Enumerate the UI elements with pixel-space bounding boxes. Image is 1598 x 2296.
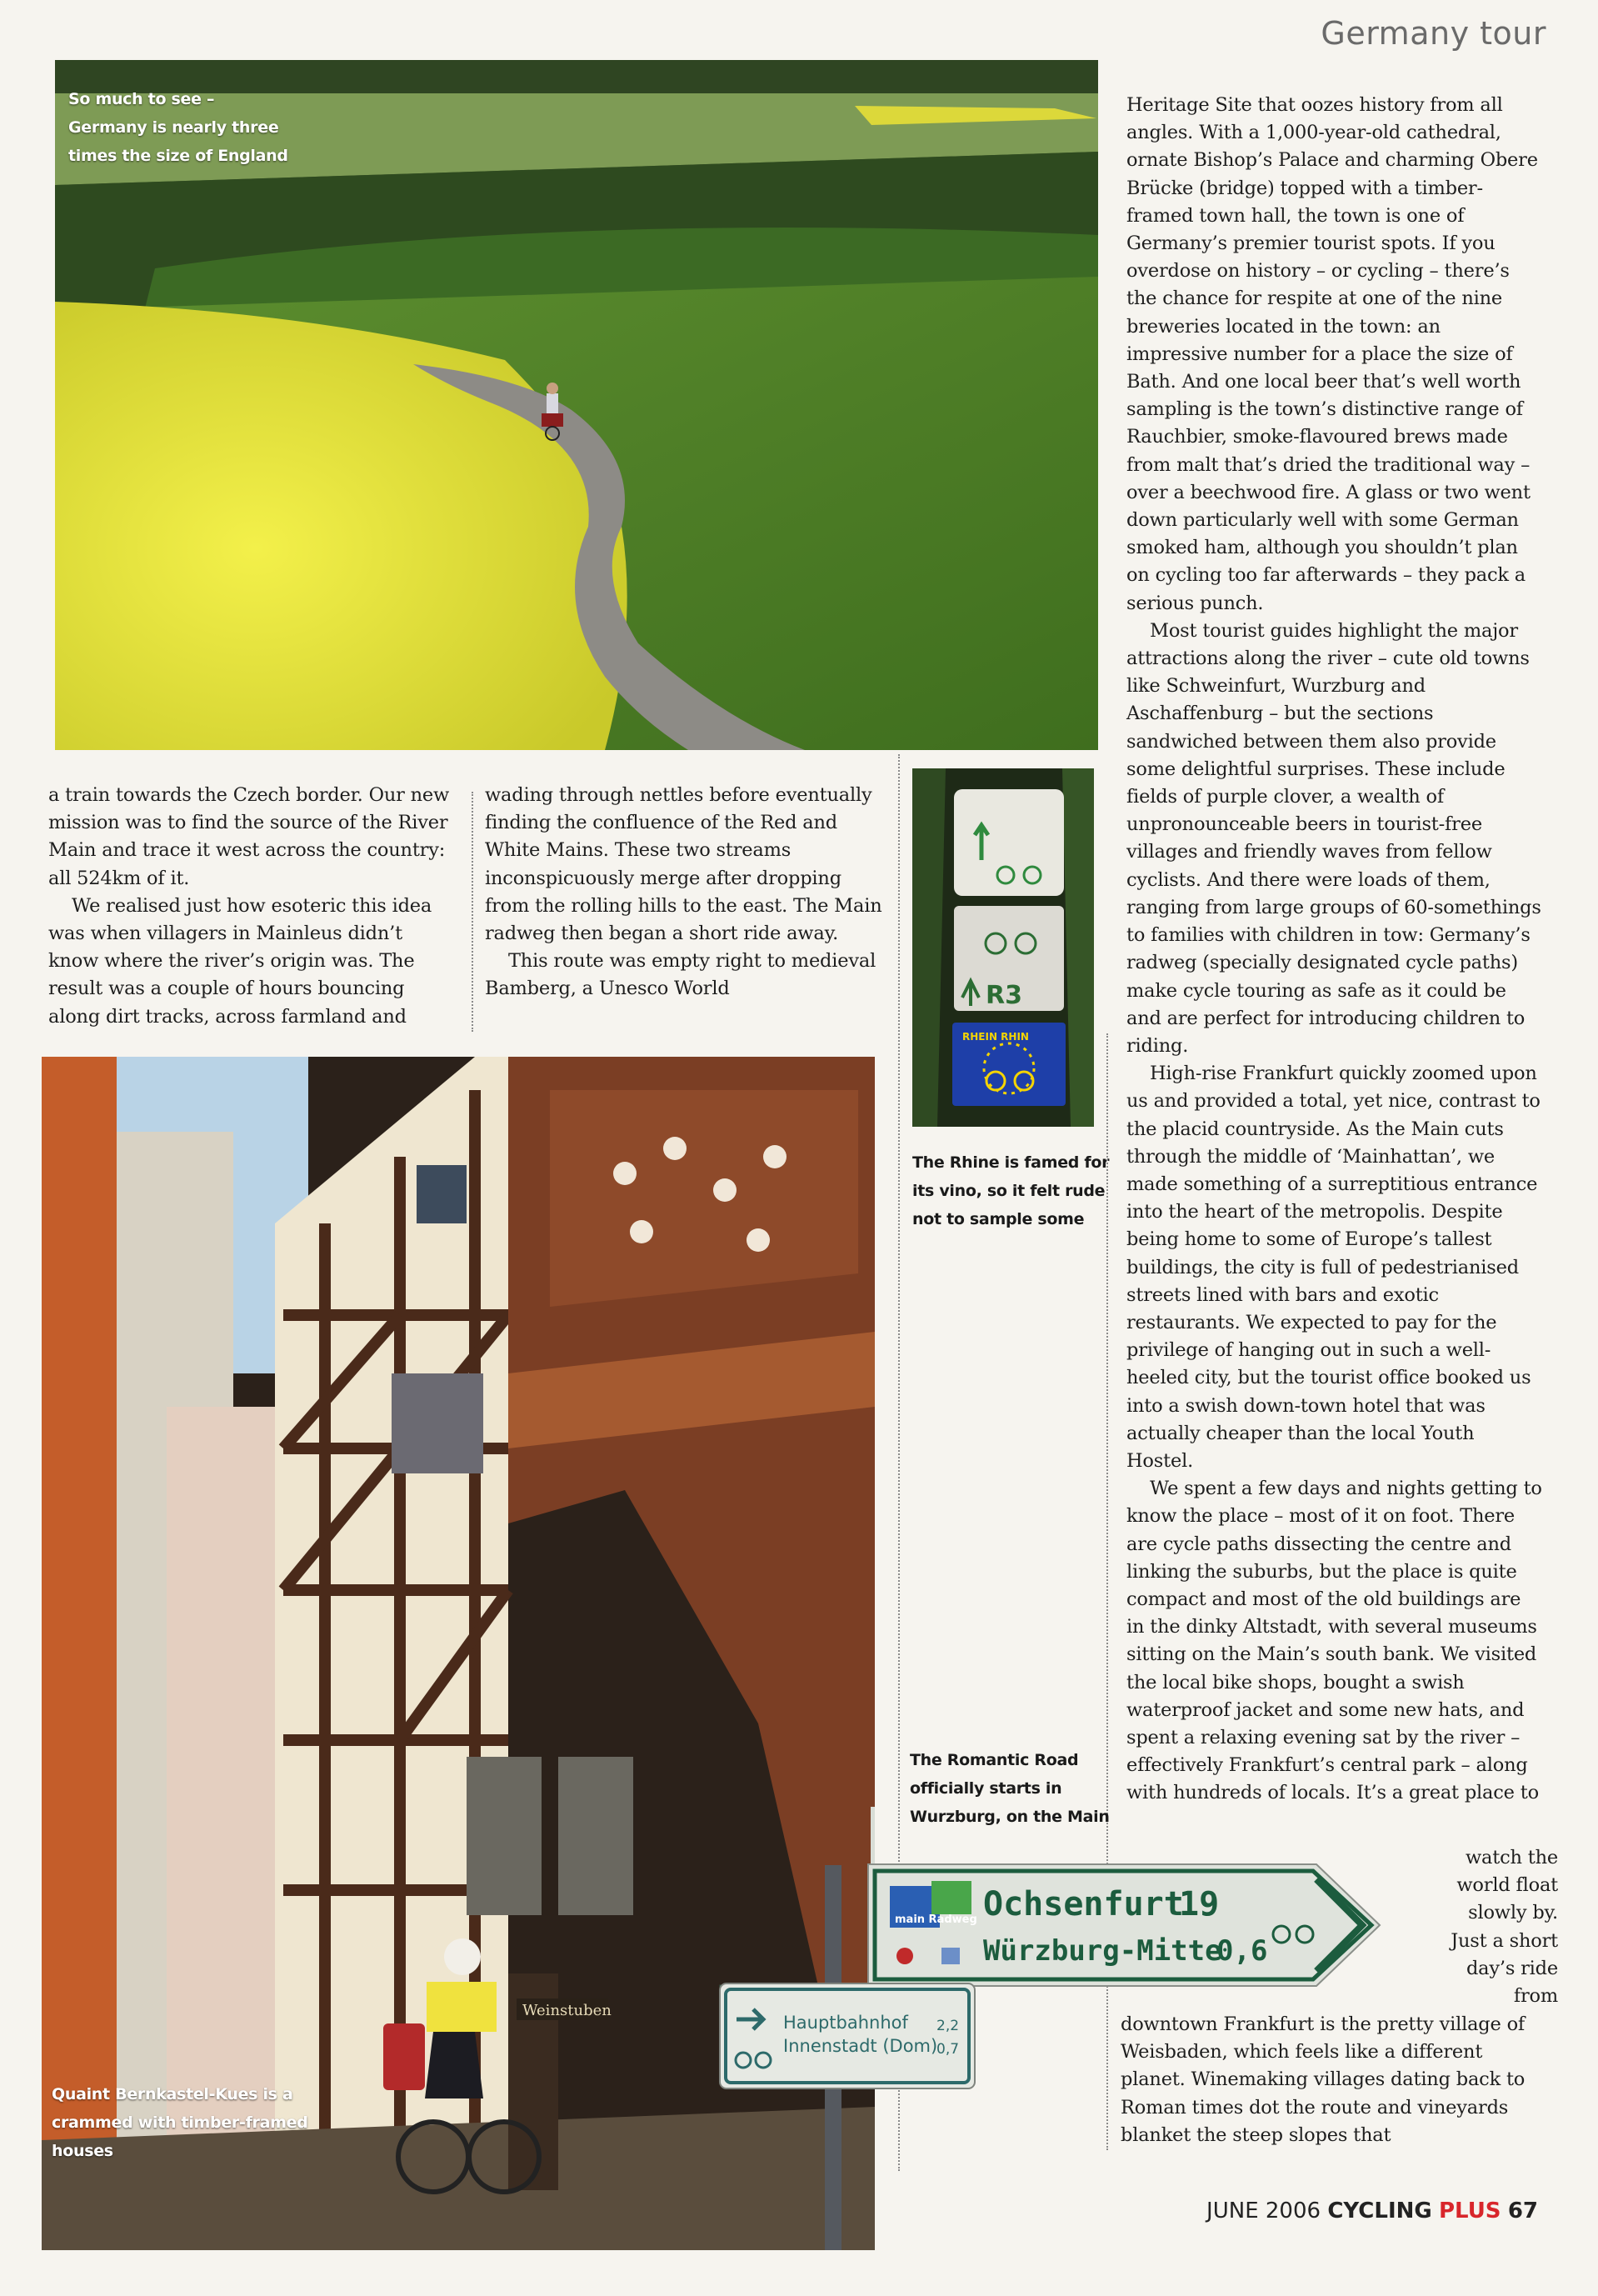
wrap-line: day’s ride [1466,1957,1558,1979]
hauptbahnhof-sign-graphic [718,1982,976,2090]
wrap-line: from [1513,1985,1558,2008]
timber-town-caption: Quaint Bernkastel-Kues is a crammed with timber-framed houses [52,2085,308,2160]
paragraph: This route was empty right to medieval Bamberg, a Unesco World [485,950,876,1000]
issue-date: JUNE 2006 [1206,2198,1321,2223]
wrap-line: Just a short [1451,1929,1558,1952]
page-number: 67 [1507,2198,1538,2223]
paragraph: High-rise Frankfurt quickly zoomed upon us and provided a total, yet nice, contrast to the placid countryside. As the Main cuts through the middle of ‘Mainhattan’, we made something of a surreptitious entrance into the heart of the metropolis. Despite being home to some of Europe’s tallest buildings, the city is full of pedestrianised streets lined with bars and exotic restaurants. We expected to pay for the privilege of hanging out in such a well-heeled city, but the tourist office booked us into a swish down-town hotel that was actually cheaper than the local Youth Hostel. [1126,1063,1541,1472]
sign-line1-km: 19 [1179,1885,1220,1923]
paragraph: Most tourist guides highlight the major attractions along the river – cute old towns like Schweinfurt, Wurzburg and Aschaffenburg – but the sections sandwiched between them also provide some delightful surprises. These include fields of purple clover, a wealth of unpronounceable beers in tourist-free villages and friendly waves from fellow cyclists. And there were loads of them, ranging from large groups of 60-somethings to families with children in tow: Germany’s radweg (specially designated cycle paths) make cycle touring as safe as it could be and are perfect for introducing children to riding. [1126,619,1541,1057]
article-column-2 [485,782,885,1003]
field-cyclist-caption: So much to see – Germany is nearly three times the size of England [68,90,288,165]
cycle-signs-caption: The Rhine is famed for its vino, so it felt rude not to sample some [912,1153,1110,1228]
sign-line2-place: Würzburg-Mitte [983,1934,1222,1968]
ochsenfurt-sign-graphic [866,1863,1383,1988]
cycle-signs-photo [912,768,1094,1127]
page-footer [1206,2198,1538,2223]
field-cyclist-photo [55,60,1098,750]
wrap-line: world float [1456,1874,1558,1897]
weinstuben-sign: Weinstuben [522,2002,612,2019]
paragraph: downtown Frankfurt is the pretty village of Weisbaden, which feels like a different planet. Winemaking villages dating back to Roman times dot the route and vineyards blanket the steep slopes that [1121,2013,1526,2146]
sign-small-line2-km: 0,7 [936,2041,960,2058]
wrap-line: watch the [1465,1847,1558,1868]
ochsenfurt-direction-sign [866,1863,1383,1988]
magazine-brand: CYCLING [1327,2198,1432,2223]
rhein-sign-label: RHEIN RHIN [962,1031,1029,1043]
magazine-brand-plus: PLUS [1439,2198,1501,2223]
article-column-1 [48,782,457,1031]
article-wrap-lines [1408,1844,1558,2010]
paragraph: Heritage Site that oozes history from all angles. With a 1,000-year-old cathedral, ornate Bishop’s Palace and charming Obere Brücke (bridge) topped with a timber-framed town hall, the town is one of Germany’s premier tourist spots. If you overdose on history – or cycling – there’s the chance for respite at one of the nine breweries located in the town: an impressive number for a place the size of Bath. And one local beer that’s well worth sampling is the town’s distinctive range of Rauchbier, smoke-flavoured brews made from malt that’s dried the traditional way – over a beechwood fire. A glass or two went down particularly well with some German smoked ham, although you shouldn’t plan on cycling too far afterwards – they pack a serious punch. [1126,94,1538,614]
sign-small-line1-km: 2,2 [936,2018,960,2034]
column-divider [472,792,473,1032]
article-column-3 [1126,92,1543,1808]
sign-line1-place: Ochsenfurt [983,1885,1184,1923]
sign-small-line2: Innenstadt (Dom) [783,2036,938,2056]
wrap-line: slowly by. [1468,1902,1558,1924]
cycle-signs-image [912,768,1094,1127]
paragraph: a train towards the Czech border. Our new mission was to find the source of the River Main and trace it west across the country: all 524km of it. [48,784,450,889]
hauptbahnhof-direction-sign [718,1982,976,2090]
section-title: Germany tour [1321,15,1546,52]
r3-route-sign: R3 [986,981,1022,1010]
paragraph: We spent a few days and nights getting to know the place – most of it on foot. There are cycle paths dissecting the centre and linking the suburbs, but the place is quite compact and most of the old buildings are in the dinky Altstadt, with several museums sitting on the Main’s south bank. We visited the local bike shops, bought a swish waterproof jacket and some new hats, and spent a relaxing evening sat by the river – effectively Frankfurt’s central park – along with hundreds of locals. It’s a great place to [1126,1478,1542,1804]
romantic-road-caption: The Romantic Road officially starts in Wurzburg, on the Main [910,1751,1110,1826]
article-column-3-tail [1121,2011,1546,2149]
sign-small-line1: Hauptbahnhof [783,2013,908,2033]
paragraph: We realised just how esoteric this idea was when villagers in Mainleus didn’t know where the river’s origin was. The result was a couple of hours bouncing along dirt tracks, across farmland and [48,894,432,1028]
main-radweg-logo: main Radweg [895,1913,977,1926]
paragraph: wading through nettles before eventually finding the confluence of the Red and White Mains. These two streams inconspicuously merge after dropping from the rolling hills to the east. The Main radweg then began a short ride away. [485,784,882,945]
sign-line2-km: 0,6 [1216,1934,1268,1968]
